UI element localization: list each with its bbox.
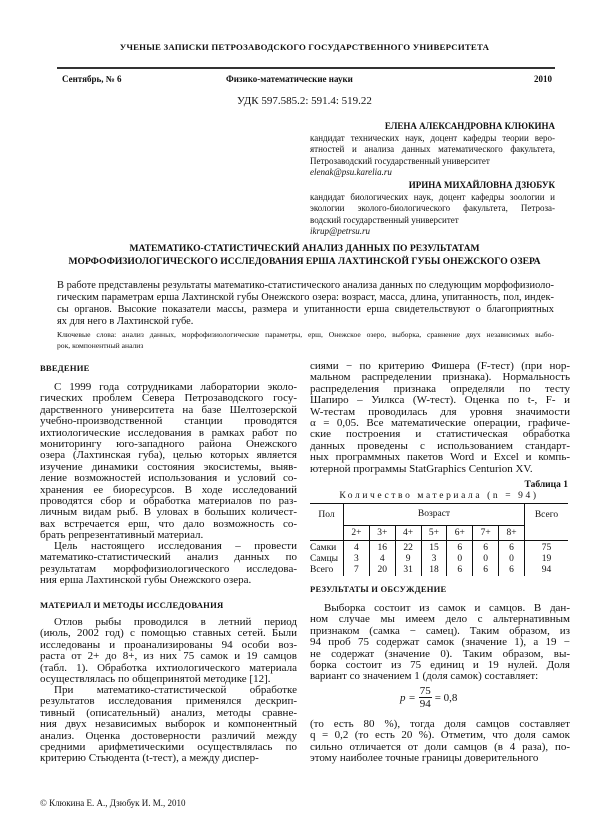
title-line: МАТЕМАТИКО-СТАТИСТИЧЕСКИЙ АНАЛИЗ ДАННЫХ ПО РЕЗУЛЬТАТАМ (129, 243, 480, 254)
row-total: 75 (525, 541, 569, 555)
row-label: Всего (310, 565, 344, 576)
text-line: результатов исследования применялся дескрип- (40, 696, 297, 708)
text-line: W-тестам проводилась для уровня значимости (310, 406, 570, 418)
author-block-1 (310, 121, 555, 179)
table-row (310, 554, 568, 565)
text-line: Ключевые слова: анализ данных, морфофизиологические параметры, ерш, Онежское озеро, выборка, сравнение двух независимых выбо- (57, 330, 554, 339)
methods-paragraph-1 (40, 617, 297, 685)
text-line: Петрозаводский государственный университет (310, 155, 490, 166)
text-line: q = 0,2 (то есть 20 %). Отметим, что доля самок (310, 730, 570, 742)
text-line: ихтиологические исследования в рамках работ по (40, 427, 297, 439)
text-line: В работе представлены результаты математико-статистического анализа данных по следующим морфофизиоло- (57, 280, 554, 291)
text-line: критерию Стьюдента (t-тест), а между диспер- (40, 753, 259, 765)
text-line: кандидат биологических наук, доцент кафедры зоологии и (310, 191, 555, 202)
fraction (419, 685, 432, 710)
cell-value: 7 (354, 565, 359, 575)
cell-value: 4 (369, 554, 395, 565)
methods-paragraph-3 (310, 361, 570, 475)
header-total: Всего (525, 504, 569, 541)
text-line: ление возможностей использования и условий со- (40, 473, 297, 485)
text-line: ях для него в Лахтинской губе. (57, 316, 194, 327)
text-line: раста от 2+ до 8+, из них 75 самок и 19 самцов (40, 651, 297, 663)
author-block-2 (310, 180, 555, 238)
text-line: При математико-статистической обработке (54, 685, 297, 696)
text-line: гических проблем Севера Петрозаводского госу- (40, 393, 297, 405)
text-line: результатам морфофизиологического исследова- (40, 563, 297, 575)
text-line: Выборка состоит из самок и самцов. В дан- (324, 603, 570, 614)
text-line: С 1999 года сотрудниками лаборатории эколо- (54, 382, 297, 393)
issue: Сентябрь, № 6 (62, 74, 122, 84)
text-line: вариант со значением 1 (доля самок) составляет: (310, 671, 539, 683)
text-line: мониторингу юго-западного района Онежского (40, 438, 297, 450)
age-header: 8+ (499, 526, 525, 541)
text-line: признаком (самка − самец). Таким образом, из (310, 625, 570, 637)
table-row (310, 541, 568, 555)
text-line: озера (Лахтинская губа), целью которых является (40, 450, 297, 462)
author-affiliation (310, 133, 555, 167)
material-table (310, 503, 568, 576)
cell-value: 6 (499, 541, 525, 555)
text-line: изучение динамики состояния экосистемы, выяв- (40, 461, 297, 473)
text-line: ном случае мы имеем дело с альтернативным (310, 614, 570, 626)
text-line: дарственного университета на базе Шелтозерской (40, 404, 297, 416)
text-line: ятностей и анализа данных математического факультета, (310, 144, 555, 155)
formula-p (400, 685, 457, 710)
text-line: ных программных пакетов Word и Excel и компь- (310, 452, 570, 464)
denominator: 94 (419, 698, 431, 710)
text-line: сиями − по критерию Фишера (F-тест) (при нор- (310, 361, 570, 372)
text-line: средними арифметическими осуществлялась по (40, 741, 297, 753)
text-line: экологии эколого-биологического факультета, Петроза- (310, 203, 555, 214)
cell-value: 6 (473, 565, 499, 576)
text-line: распределения признака определяли по тесту (310, 383, 570, 395)
abstract (57, 280, 554, 328)
heading-intro: ВВЕДЕНИЕ (40, 363, 90, 373)
cell-value: 4 (354, 543, 359, 553)
cell-value: 6 (499, 565, 525, 576)
table-label: Таблица 1 (524, 480, 568, 490)
text-line: анализ. Оценка достоверности различий между (40, 730, 297, 742)
methods-paragraph-2 (40, 685, 297, 765)
text-line: сы органов. Высокие показатели массы, размера и упитанности ерша свидетельствуют о благоприятных (57, 304, 554, 315)
section: Физико-математические науки (226, 74, 353, 84)
row-label: Самцы (310, 554, 344, 565)
numerator: 75 (419, 685, 431, 697)
text-line: ния двух независимых выборок и компонентный (40, 719, 297, 731)
cell-value: 22 (395, 541, 421, 555)
formula-lhs: p = (400, 691, 416, 704)
keywords (57, 329, 554, 351)
intro-paragraph-1 (40, 382, 297, 541)
cell-value: 16 (369, 541, 395, 555)
row-total: 19 (525, 554, 569, 565)
author-name: ИРИНА МИХАЙЛОВНА ДЗЮБУК (408, 180, 555, 190)
copyright: © Клюкина Е. А., Дзюбук И. М., 2010 (40, 798, 186, 808)
age-header: 7+ (473, 526, 499, 541)
text-line: этому наиболее точные границы доверительного (310, 753, 539, 765)
author-name: ЕЛЕНА АЛЕКСАНДРОВНА КЛЮКИНА (384, 121, 555, 131)
age-header: 5+ (421, 526, 447, 541)
header-age: Возраст (344, 504, 525, 526)
cell-value: 20 (369, 565, 395, 576)
text-line: тивный (описательный) анализ, методы сравне- (40, 707, 297, 719)
text-line: проводятся сбор и обработка материалов по раз- (40, 495, 297, 507)
heading-methods: МАТЕРИАЛ И МЕТОДЫ ИССЛЕДОВАНИЯ (40, 600, 224, 610)
text-line: кандидат технических наук, доцент кафедры теории веро- (310, 132, 555, 143)
row-total: 94 (525, 565, 569, 576)
text-line: сильно отличается от доли самцов (в 4 раза), по- (310, 741, 570, 753)
text-line: брать репрезентативный материал. (40, 530, 204, 542)
age-header: 2+ (344, 526, 370, 541)
text-line: ния ерша Лахтинской губы Онежского озера. (40, 575, 252, 587)
cell-value: 9 (395, 554, 421, 565)
text-line: (табл. 1). Обработка ихтиологического материала (40, 662, 297, 674)
text-line: водский государственный университет (310, 214, 459, 225)
header-rule (57, 67, 555, 69)
text-line: исследованы и проанализированы 94 особи воз- (40, 639, 297, 651)
cell-value: 31 (395, 565, 421, 576)
text-line: личным видам рыб. В уловах в больших количест- (40, 507, 297, 519)
heading-results: РЕЗУЛЬТАТЫ И ОБСУЖДЕНИЕ (310, 584, 447, 594)
text-line: ские построения и статистическая обработка (310, 429, 570, 441)
age-header: 6+ (447, 526, 473, 541)
intro-paragraph-2 (40, 541, 297, 587)
cell-value: 18 (421, 565, 447, 576)
cell-value: 3 (354, 554, 359, 564)
cell-value: 6 (447, 541, 473, 555)
cell-value: 6 (473, 541, 499, 555)
text-line: борка состоит из 75 единиц и 19 нулей. Доля (310, 659, 570, 671)
text-line: (то есть 80 %), тогда доля самцов составляет (310, 719, 570, 730)
text-line: вах встречается ерш, что дало возможность со- (40, 518, 297, 530)
author-email[interactable]: ikrup@petrsu.ru (310, 225, 371, 236)
text-line: мальном распределении признака). Нормальность (310, 372, 570, 384)
text-line: хранения ее биоресурсов. В ходе исследований (40, 484, 297, 496)
cell-value: 3 (421, 554, 447, 565)
age-header: 4+ (395, 526, 421, 541)
title-line: МОРФОФИЗИОЛОГИЧЕСКОГО ИССЛЕДОВАНИЯ ЕРША ЛАХТИНСКОЙ ГУБЫ ОНЕЖСКОГО ОЗЕРА (68, 256, 541, 267)
text-line: 94 проб 75 содержат самок (значение 1), а 19 − (310, 637, 570, 649)
author-affiliation (310, 192, 555, 226)
text-line: гическим параметрам ерша Лахтинской губы Онежского озера: возраст, масса, длина, упитанность, пол, индек- (57, 292, 554, 303)
year: 2010 (534, 74, 552, 84)
formula-rhs: = 0,8 (434, 691, 458, 704)
text-line: учебно-производственной станции проводятся (40, 416, 297, 428)
table-caption: Количество материала (n = 94) (339, 491, 539, 501)
results-paragraph-1 (310, 603, 570, 683)
age-header: 3+ (369, 526, 395, 541)
text-line: рок, компонентный анализ (57, 341, 144, 350)
article-title (0, 242, 609, 268)
udc: УДК 597.585.2: 591.4: 519.22 (237, 95, 372, 107)
table-row (310, 565, 568, 576)
cell-value: 0 (447, 554, 473, 565)
header-sex: Пол (310, 504, 344, 541)
cell-value: 6 (447, 565, 473, 576)
text-line: осуществлялась по общепринятой методике [12]. (40, 673, 271, 685)
cell-value: 0 (473, 554, 499, 565)
text-line: (июль, 2002 год) с помощью ставных сетей. Были (40, 628, 297, 640)
text-line: не содержат (значение 0). Таким образом, вы- (310, 648, 570, 660)
cell-value: 0 (499, 554, 525, 565)
text-line: ютерной программы StatGraphics Centurion XV. (310, 463, 533, 475)
text-line: α = 0,05. Все математические операции, графиче- (310, 417, 570, 429)
row-label: Самки (310, 541, 344, 555)
author-email[interactable]: elenak@psu.karelia.ru (310, 166, 392, 177)
text-line: математико-статистический анализ данных по (40, 552, 297, 564)
text-line: Шапиро – Уилкса (W-тест). Оценка по t-, F- и (310, 395, 570, 407)
results-paragraph-2 (310, 719, 570, 765)
text-line: Цель настоящего исследования – провести (54, 541, 297, 552)
text-line: данных проведены с использованием стандарт- (310, 440, 570, 452)
text-line: Отлов рыбы проводился в летний период (54, 617, 297, 628)
cell-value: 15 (421, 541, 447, 555)
journal-title: УЧЕНЫЕ ЗАПИСКИ ПЕТРОЗАВОДСКОГО ГОСУДАРСТВЕННОГО УНИВЕРСИТЕТА (119, 42, 490, 52)
